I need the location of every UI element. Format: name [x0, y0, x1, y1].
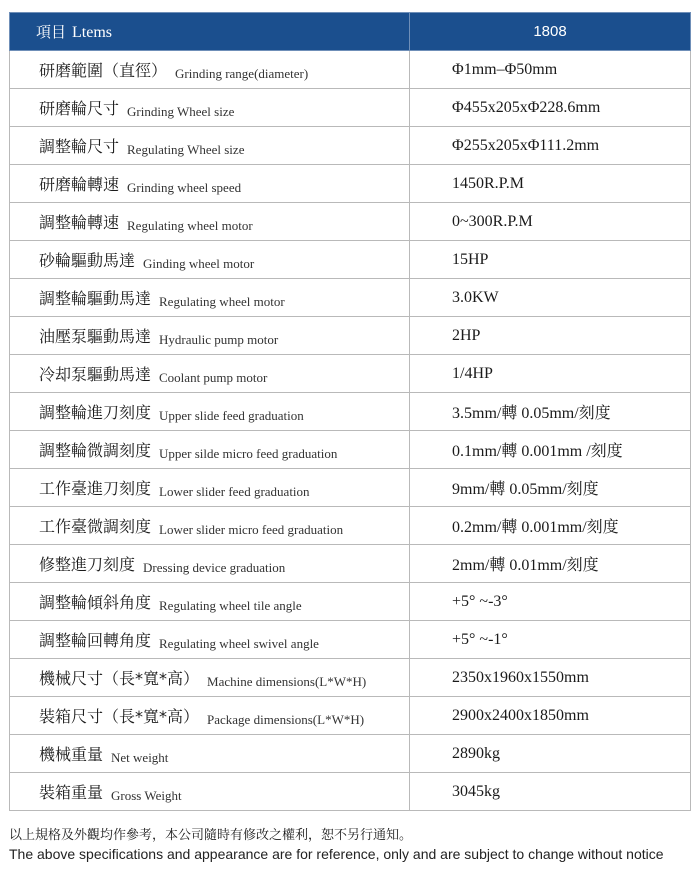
spec-value-cell: 1/4HP: [410, 355, 691, 393]
spec-value-cell: 2890kg: [410, 735, 691, 773]
spec-item-cell: [10, 279, 410, 317]
spec-item-en: Lower slider micro feed graduation: [159, 522, 344, 537]
spec-item-en: Ginding wheel motor: [143, 256, 255, 271]
spec-table-body: [10, 51, 691, 811]
spec-item-zh: 工作臺微調刻度: [39, 517, 152, 536]
spec-item-cell: [10, 697, 410, 735]
spec-item-zh: 研磨範圍（直徑）: [39, 61, 168, 80]
spec-value-cell: 1450R.P.M: [410, 165, 691, 203]
table-header-row: [10, 13, 691, 51]
spec-item-zh: 裝箱尺寸（長*寬*高）: [39, 707, 200, 726]
footnote-en: The above specifications and appearance are for reference, only and are subject to change without notice: [9, 846, 664, 862]
table-row: [10, 89, 691, 127]
table-row: [10, 127, 691, 165]
spec-item-en: Regulating wheel motor: [127, 218, 253, 233]
table-row: [10, 735, 691, 773]
spec-item-zh: 調整輪進刀刻度: [39, 403, 152, 422]
spec-item-en: Grinding Wheel size: [127, 104, 235, 119]
spec-item-cell: [10, 507, 410, 545]
spec-value-cell: Φ1mm–Φ50mm: [410, 51, 691, 89]
table-row: [10, 431, 691, 469]
spec-item-en: Machine dimensions(L*W*H): [207, 674, 367, 689]
model-column-header: 1808: [410, 13, 691, 51]
footnote-zh: 以上規格及外觀均作參考，本公司隨時有修改之權利，恕不另行通知。: [9, 828, 413, 843]
spec-item-cell: [10, 545, 410, 583]
spec-item-en: Gross Weight: [111, 788, 182, 803]
spec-value-cell: 2HP: [410, 317, 691, 355]
table-row: [10, 393, 691, 431]
spec-item-cell: [10, 165, 410, 203]
spec-item-en: Net weight: [111, 750, 169, 765]
spec-value-cell: 3.5mm/轉 0.05mm/刻度: [410, 393, 691, 431]
table-row: [10, 165, 691, 203]
spec-item-zh: 機械尺寸（長*寬*高）: [39, 669, 200, 688]
spec-item-cell: [10, 469, 410, 507]
spec-item-zh: 裝箱重量: [39, 783, 104, 802]
table-row: [10, 355, 691, 393]
items-header-en: Ltems: [72, 24, 113, 41]
table-row: [10, 697, 691, 735]
spec-item-zh: 修整進刀刻度: [39, 555, 136, 574]
spec-item-cell: [10, 355, 410, 393]
spec-value-cell: 0.1mm/轉 0.001mm /刻度: [410, 431, 691, 469]
spec-item-cell: [10, 431, 410, 469]
spec-item-en: Regulating wheel tile angle: [159, 598, 302, 613]
spec-item-cell: [10, 773, 410, 811]
spec-value-cell: 2mm/轉 0.01mm/刻度: [410, 545, 691, 583]
spec-value-cell: 0~300R.P.M: [410, 203, 691, 241]
spec-item-en: Upper silde micro feed graduation: [159, 446, 338, 461]
spec-item-en: Grinding range(diameter): [175, 66, 309, 81]
spec-item-cell: [10, 203, 410, 241]
spec-item-en: Hydraulic pump motor: [159, 332, 279, 347]
spec-item-zh: 機械重量: [39, 745, 104, 764]
spec-item-cell: [10, 621, 410, 659]
spec-item-cell: [10, 735, 410, 773]
spec-item-zh: 工作臺進刀刻度: [39, 479, 152, 498]
spec-item-zh: 砂輪驅動馬達: [39, 251, 136, 270]
spec-value-cell: 15HP: [410, 241, 691, 279]
spec-value-cell: 0.2mm/轉 0.001mm/刻度: [410, 507, 691, 545]
spec-item-en: Regulating wheel swivel angle: [159, 636, 319, 651]
spec-item-cell: [10, 583, 410, 621]
spec-item-en: Upper slide feed graduation: [159, 408, 304, 423]
spec-item-en: Grinding wheel speed: [127, 180, 242, 195]
table-row: [10, 241, 691, 279]
table-row: [10, 621, 691, 659]
items-header-zh: 項目: [36, 23, 67, 41]
table-row: [10, 545, 691, 583]
spec-item-cell: [10, 241, 410, 279]
spec-item-zh: 調整輪尺寸: [39, 137, 120, 156]
spec-item-cell: [10, 89, 410, 127]
spec-item-zh: 調整輪微調刻度: [39, 441, 152, 460]
spec-item-zh: 調整輪傾斜角度: [39, 593, 152, 612]
table-row: [10, 583, 691, 621]
table-row: [10, 51, 691, 89]
spec-item-zh: 冷却泵驅動馬達: [39, 365, 152, 384]
spec-value-cell: 3045kg: [410, 773, 691, 811]
spec-value-cell: 2350x1960x1550mm: [410, 659, 691, 697]
spec-value-cell: +5° ~-1°: [410, 621, 691, 659]
spec-item-cell: [10, 127, 410, 165]
spec-item-zh: 研磨輪尺寸: [39, 99, 120, 118]
table-row: [10, 317, 691, 355]
items-column-header: [10, 13, 410, 51]
spec-item-zh: 油壓泵驅動馬達: [39, 327, 152, 346]
table-row: [10, 469, 691, 507]
spec-value-cell: Φ455x205xΦ228.6mm: [410, 89, 691, 127]
spec-value-cell: 9mm/轉 0.05mm/刻度: [410, 469, 691, 507]
spec-item-cell: [10, 393, 410, 431]
spec-item-en: Lower slider feed graduation: [159, 484, 310, 499]
table-row: [10, 773, 691, 811]
spec-table: [9, 12, 691, 811]
table-row: [10, 659, 691, 697]
spec-item-zh: 研磨輪轉速: [39, 175, 120, 194]
spec-item-cell: [10, 659, 410, 697]
spec-value-cell: 2900x2400x1850mm: [410, 697, 691, 735]
spec-item-zh: 調整輪回轉角度: [39, 631, 152, 650]
spec-value-cell: Φ255x205xΦ111.2mm: [410, 127, 691, 165]
spec-item-en: Coolant pump motor: [159, 370, 268, 385]
footnote: [9, 826, 691, 863]
spec-value-cell: +5° ~-3°: [410, 583, 691, 621]
spec-item-zh: 調整輪轉速: [39, 213, 120, 232]
spec-item-en: Regulating Wheel size: [127, 142, 245, 157]
spec-item-en: Regulating wheel motor: [159, 294, 285, 309]
spec-item-zh: 調整輪驅動馬達: [39, 289, 152, 308]
table-row: [10, 507, 691, 545]
spec-item-en: Dressing device graduation: [143, 560, 286, 575]
table-row: [10, 203, 691, 241]
table-row: [10, 279, 691, 317]
spec-item-en: Package dimensions(L*W*H): [207, 712, 365, 727]
spec-item-cell: [10, 317, 410, 355]
spec-item-cell: [10, 51, 410, 89]
spec-value-cell: 3.0KW: [410, 279, 691, 317]
